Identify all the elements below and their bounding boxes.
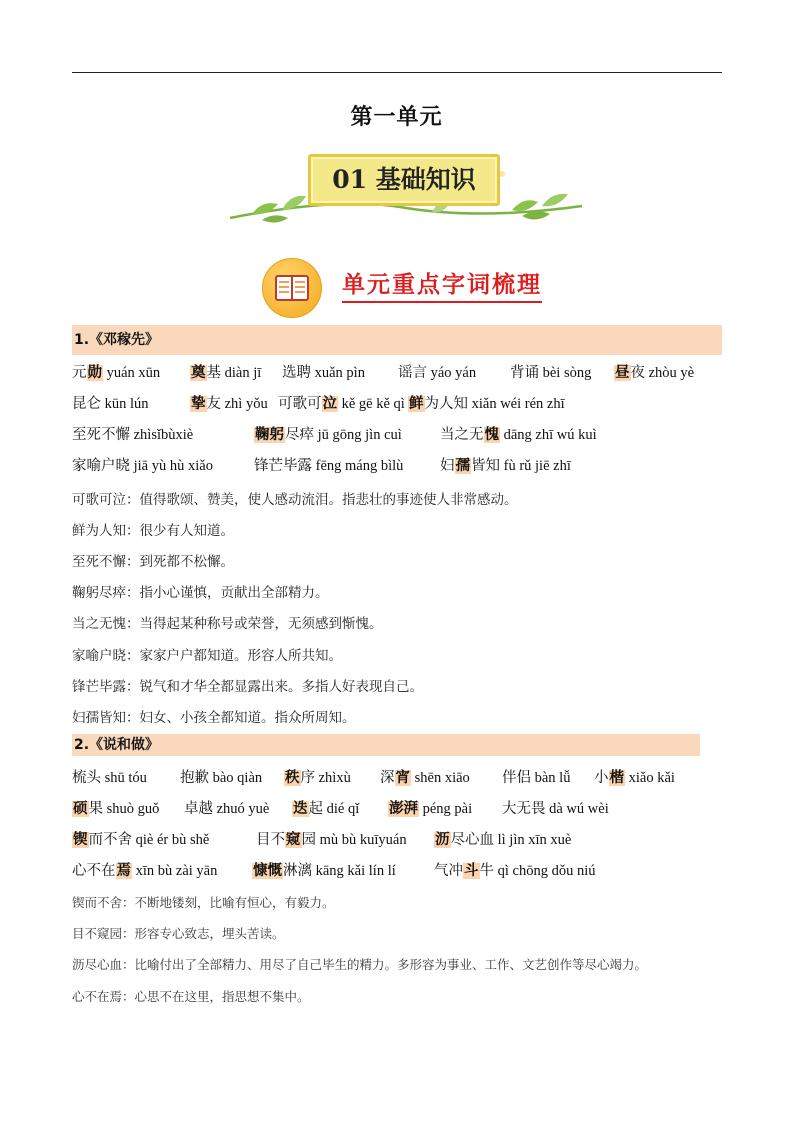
banner <box>222 148 590 234</box>
pinyin: shuò guǒ <box>103 801 160 817</box>
vocab-item: 家喻户晓 jiā yù hù xiǎo <box>72 458 213 474</box>
pinyin: xiǎn wéi rén zhī <box>468 396 565 412</box>
highlighted-char: 澎湃 <box>389 801 418 817</box>
highlighted-char: 秩 <box>285 770 300 786</box>
pinyin: zhì yǒu <box>221 396 268 412</box>
definition-line: 鞠躬尽瘁：指小心谨慎，贡献出全部精力。 <box>72 585 329 601</box>
pinyin: zhìsǐbùxiè <box>130 427 194 443</box>
highlighted-char: 焉 <box>116 863 131 879</box>
vocab-item: 卓越 zhuó yuè <box>184 801 270 817</box>
pinyin: zhìxù <box>315 770 351 786</box>
pinyin: bào qiàn <box>209 770 263 786</box>
highlighted-char: 楷 <box>609 770 624 786</box>
pinyin: jiā yù hù xiǎo <box>130 458 213 474</box>
highlighted-char: 奠 <box>191 365 206 381</box>
definition-line: 至死不懈：到死都不松懈。 <box>72 554 234 570</box>
highlighted-char: 宵 <box>395 770 410 786</box>
vocab-item: 妇孺皆知 fù rǔ jiē zhī <box>440 458 571 474</box>
vocab-item: 锲而不舍 qiè ér bù shě <box>73 832 210 848</box>
vocab-item: 至死不懈 zhìsǐbùxiè <box>72 427 194 443</box>
definition-line: 锋芒毕露：锐气和才华全都显露出来。多指人好表现自己。 <box>72 679 423 695</box>
vocab-item: 气冲斗牛 qì chōng dǒu niú <box>434 863 596 879</box>
vocab-item: 鲜为人知 xiǎn wéi rén zhī <box>409 396 565 412</box>
pinyin: yuán xūn <box>103 365 161 381</box>
vocab-item: 昼夜 zhòu yè <box>615 365 695 381</box>
vocab-item: 慷慨淋漓 kāng kǎi lín lí <box>253 863 396 879</box>
pinyin: yáo yán <box>427 365 477 381</box>
definition-line: 家喻户晓：家家户户都知道。形容人所共知。 <box>72 648 342 664</box>
lesson-title-2: 2.《说和做》 <box>72 734 700 756</box>
definition-line: 锲而不舍：不断地镂刻，比喻有恒心，有毅力。 <box>72 895 335 910</box>
vocab-item: 硕果 shuò guǒ <box>73 801 160 817</box>
pinyin: dié qǐ <box>323 801 360 817</box>
vocab-item: 挚友 zhì yǒu <box>191 396 268 412</box>
definition-line: 可歌可泣：值得歌颂、赞美，使人感动流泪。指悲壮的事迹使人非常感动。 <box>72 492 518 508</box>
highlighted-char: 迭 <box>293 801 308 817</box>
pinyin: shēn xiāo <box>411 770 470 786</box>
highlighted-char: 昼 <box>615 365 630 381</box>
vocab-item: 昆仑 kūn lún <box>72 396 149 412</box>
vocab-item: 抱歉 bào qiàn <box>180 770 263 786</box>
pinyin: bàn lǚ <box>531 770 571 786</box>
pinyin: diàn jī <box>221 365 262 381</box>
highlighted-char: 慷慨 <box>253 863 282 879</box>
vocab-item: 心不在焉 xīn bù zài yān <box>72 863 218 879</box>
highlighted-char: 挚 <box>191 396 206 412</box>
pinyin: dà wú wèi <box>545 801 609 817</box>
highlighted-char: 沥 <box>435 832 450 848</box>
pinyin: kāng kǎi lín lí <box>312 863 396 879</box>
pinyin: lì jìn xīn xuè <box>494 832 572 848</box>
vocab-item: 奠基 diàn jī <box>191 365 262 381</box>
pinyin: mù bù kuīyuán <box>316 832 407 848</box>
definition-line: 心不在焉：心思不在这里，指思想不集中。 <box>72 989 310 1004</box>
section-heading <box>262 256 562 316</box>
header-rule <box>72 72 722 73</box>
pinyin: xiǎo kǎi <box>625 770 675 786</box>
highlighted-char: 孺 <box>455 458 470 474</box>
page-title: 第一单元 <box>350 105 443 130</box>
highlighted-char: 鲜 <box>409 396 424 412</box>
definition-line: 沥尽心血：比喻付出了全部精力、用尽了自己毕生的精力。多形容为事业、工作、文艺创作等尽心竭力。 <box>72 957 648 972</box>
vocab-item: 背诵 bèi sòng <box>510 365 592 381</box>
vocab-item: 元勋 yuán xūn <box>72 365 161 381</box>
vocab-item: 选聘 xuǎn pìn <box>282 365 365 381</box>
pinyin: qì chōng dǒu niú <box>494 863 596 879</box>
pinyin: kě gē kě qì <box>338 396 405 412</box>
vocab-item: 鞠躬尽瘁 jū gōng jìn cuì <box>255 427 402 443</box>
pinyin: bèi sòng <box>539 365 592 381</box>
highlighted-char: 斗 <box>464 863 479 879</box>
banner-label: 01 基础知识 <box>332 165 476 194</box>
vocab-item: 当之无愧 dāng zhī wú kuì <box>440 427 597 443</box>
pinyin: xīn bù zài yān <box>132 863 218 879</box>
pinyin: fù rǔ jiē zhī <box>500 458 571 474</box>
highlighted-char: 鞠躬 <box>255 427 284 443</box>
pinyin: fēng máng bìlù <box>312 458 404 474</box>
pinyin: péng pài <box>419 801 473 817</box>
pinyin: zhuó yuè <box>213 801 270 817</box>
highlighted-char: 泣 <box>322 396 337 412</box>
pinyin: kūn lún <box>101 396 149 412</box>
highlighted-char: 愧 <box>484 427 499 443</box>
section-title: 单元重点字词梳理 <box>342 266 542 303</box>
vocab-item: 沥尽心血 lì jìn xīn xuè <box>435 832 572 848</box>
vocab-item: 锋芒毕露 fēng máng bìlù <box>254 458 404 474</box>
highlighted-char: 勋 <box>87 365 102 381</box>
definition-line: 鲜为人知：很少有人知道。 <box>72 523 234 539</box>
definition-line: 当之无愧：当得起某种称号或荣誉，无须感到惭愧。 <box>72 616 383 632</box>
pinyin: jū gōng jìn cuì <box>314 427 402 443</box>
pinyin: dāng zhī wú kuì <box>500 427 597 443</box>
vocab-item: 谣言 yáo yán <box>398 365 477 381</box>
vocab-item: 秩序 zhìxù <box>285 770 351 786</box>
highlighted-char: 锲 <box>73 832 88 848</box>
pinyin: xuǎn pìn <box>311 365 365 381</box>
highlighted-char: 硕 <box>73 801 88 817</box>
vocab-item: 梳头 shū tóu <box>72 770 147 786</box>
vocab-item <box>388 798 472 820</box>
vocab-item: 伴侣 bàn lǚ <box>502 770 571 786</box>
vocab-item: 迭起 dié qǐ <box>293 801 360 817</box>
definition-line: 妇孺皆知：妇女、小孩全都知道。指众所周知。 <box>72 710 356 726</box>
vocab-item: 深宵 shēn xiāo <box>380 770 470 786</box>
vocab-item: 小楷 xiǎo kǎi <box>594 770 675 786</box>
vocab-item: 大无畏 dà wú wèi <box>502 801 609 817</box>
lesson-title-1: 1.《邓稼先》 <box>72 325 722 355</box>
book-icon <box>262 258 322 318</box>
pinyin: shū tóu <box>101 770 147 786</box>
pinyin: qiè ér bù shě <box>132 832 210 848</box>
vocab-item: 可歌可泣 kě gē kě qì <box>278 396 405 412</box>
definition-line: 目不窥园：形容专心致志，埋头苦读。 <box>72 926 285 941</box>
book-glyph <box>263 259 321 317</box>
pinyin: zhòu yè <box>645 365 695 381</box>
highlighted-char: 窥 <box>286 832 301 848</box>
vocab-item: 目不窥园 mù bù kuīyuán <box>256 832 407 848</box>
